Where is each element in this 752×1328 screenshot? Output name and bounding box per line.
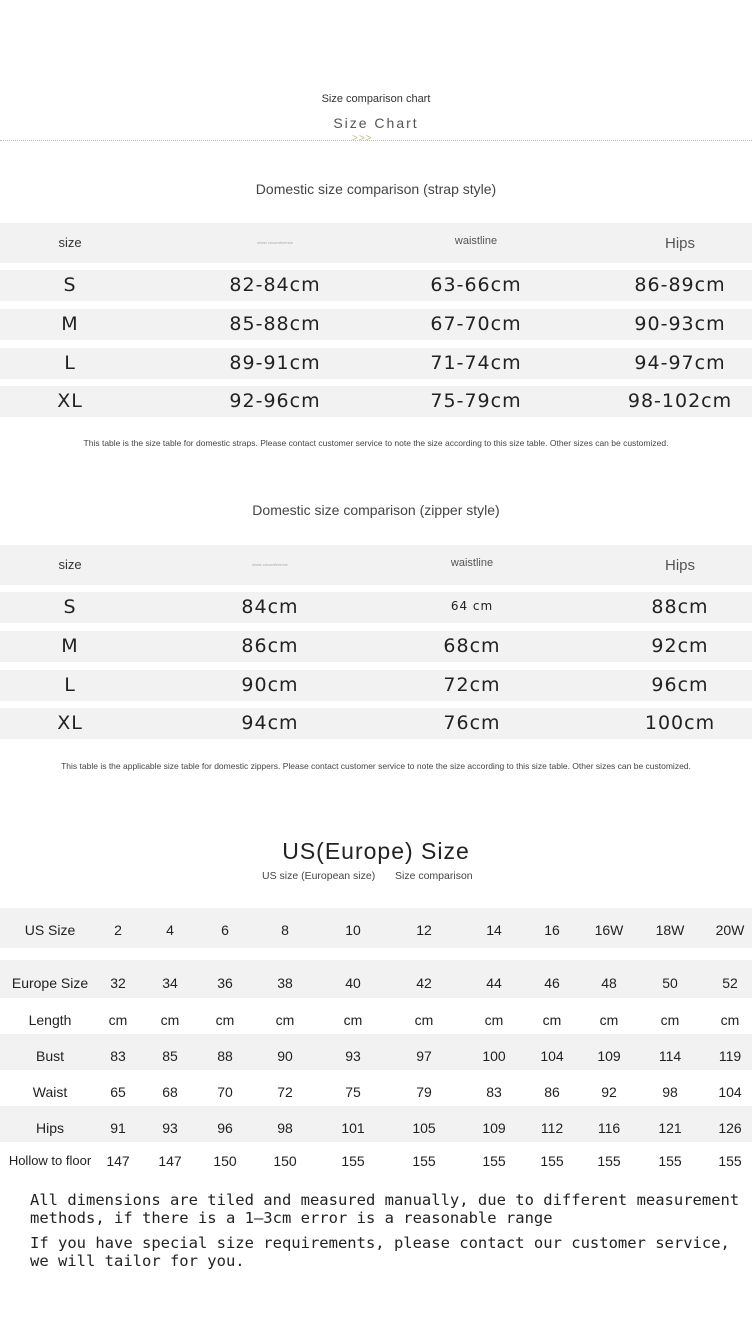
- us-cell: cm: [599, 1012, 619, 1028]
- us-cell: 16W: [594, 922, 624, 938]
- table-cell: 76cm: [443, 712, 501, 734]
- header-size: size: [58, 235, 82, 250]
- table-cell: 90cm: [241, 674, 299, 696]
- us-cell: 40: [345, 975, 361, 991]
- table-cell: 72cm: [443, 674, 501, 696]
- us-cell: 104: [718, 1084, 742, 1100]
- table-cell: S: [63, 274, 77, 296]
- us-cell: 34: [162, 975, 178, 991]
- us-cell: 104: [540, 1048, 564, 1064]
- us-cell: 96: [217, 1120, 233, 1136]
- us-cell: cm: [215, 1012, 235, 1028]
- us-cell: 100: [482, 1048, 506, 1064]
- us-row-label: Europe Size: [11, 975, 89, 991]
- footer-note-line: If you have special size requirements, please contact our customer service,: [30, 1234, 730, 1252]
- table-cell: 67-70cm: [430, 313, 522, 335]
- table-cell: 89-91cm: [229, 352, 321, 374]
- us-cell: 88: [217, 1048, 233, 1064]
- us-cell: 126: [718, 1120, 742, 1136]
- us-cell: 8: [281, 922, 289, 938]
- header-chest: chest circumference: [257, 240, 293, 245]
- us-cell: 109: [482, 1120, 506, 1136]
- us-cell: 44: [486, 975, 502, 991]
- us-cell: cm: [275, 1012, 295, 1028]
- us-cell: cm: [542, 1012, 562, 1028]
- table-cell: 71-74cm: [430, 352, 522, 374]
- us-row-label: Hollow to floor: [8, 1153, 92, 1168]
- us-row-label: Waist: [32, 1084, 68, 1100]
- table-cell: M: [61, 635, 79, 657]
- table-cell: 63-66cm: [430, 274, 522, 296]
- us-cell: 86: [544, 1084, 560, 1100]
- strap-table-note: This table is the size table for domestic straps. Please contact customer service to note the size according to this size table. Other sizes can be customized.: [83, 438, 669, 448]
- us-cell: 155: [412, 1153, 436, 1169]
- footer-note-line: methods, if there is a 1—3cm error is a reasonable range: [30, 1209, 553, 1227]
- us-cell: 79: [416, 1084, 432, 1100]
- us-cell: 98: [277, 1120, 293, 1136]
- header-chest: chest circumference: [252, 562, 288, 567]
- table-cell: 86-89cm: [634, 274, 726, 296]
- us-cell: 155: [658, 1153, 682, 1169]
- table-cell: XL: [57, 712, 83, 734]
- us-cell: 155: [341, 1153, 365, 1169]
- us-cell: 150: [273, 1153, 297, 1169]
- table-cell: M: [61, 313, 79, 335]
- us-cell: 105: [412, 1120, 436, 1136]
- zipper-table-title: Domestic size comparison (zipper style): [252, 502, 500, 518]
- row-band: [0, 631, 752, 662]
- table-cell: 88cm: [651, 596, 709, 618]
- us-cell: 119: [718, 1048, 742, 1064]
- header-waist: waistline: [454, 235, 498, 247]
- us-cell: cm: [660, 1012, 680, 1028]
- us-cell: 83: [486, 1084, 502, 1100]
- us-cell: 50: [662, 975, 678, 991]
- us-cell: cm: [108, 1012, 128, 1028]
- us-cell: 155: [482, 1153, 506, 1169]
- table-cell: 92-96cm: [229, 390, 321, 412]
- table-cell: 86cm: [241, 635, 299, 657]
- table-cell: L: [64, 352, 76, 374]
- table-cell: 85-88cm: [229, 313, 321, 335]
- us-cell: 90: [277, 1048, 293, 1064]
- us-cell: 93: [345, 1048, 361, 1064]
- us-cell: cm: [160, 1012, 180, 1028]
- arrows-decoration: >>>: [352, 133, 373, 144]
- us-cell: 97: [416, 1048, 432, 1064]
- header-band: [0, 223, 752, 263]
- us-row-band: [0, 908, 752, 948]
- table-cell: S: [63, 596, 77, 618]
- table-cell: 84cm: [241, 596, 299, 618]
- us-cell: 6: [221, 922, 229, 938]
- header-waist: waistline: [450, 557, 494, 569]
- header-hips: Hips: [664, 557, 696, 574]
- us-cell: 155: [597, 1153, 621, 1169]
- us-cell: 72: [277, 1084, 293, 1100]
- header-hips: Hips: [664, 235, 696, 252]
- us-cell: 85: [162, 1048, 178, 1064]
- footer-note-line: All dimensions are tiled and measured manually, due to different measurement: [30, 1191, 740, 1209]
- us-cell: 150: [213, 1153, 237, 1169]
- table-cell: 75-79cm: [430, 390, 522, 412]
- us-cell: 42: [416, 975, 432, 991]
- table-cell: 100cm: [644, 712, 716, 734]
- us-cell: 91: [110, 1120, 126, 1136]
- us-row-label: Length: [28, 1012, 72, 1028]
- footer-note-line: we will tailor for you.: [30, 1252, 245, 1270]
- us-cell: 14: [486, 922, 502, 938]
- us-cell: 16: [544, 922, 560, 938]
- us-cell: 101: [341, 1120, 365, 1136]
- us-cell: 112: [540, 1120, 564, 1136]
- table-cell: 92cm: [651, 635, 709, 657]
- us-cell: 121: [658, 1120, 682, 1136]
- us-cell: 83: [110, 1048, 126, 1064]
- row-band: [0, 592, 752, 623]
- us-cell: 46: [544, 975, 560, 991]
- us-cell: 116: [597, 1120, 621, 1136]
- zipper-table-note: This table is the applicable size table for domestic zippers. Please contact customer service to note the size according to this size table. Other sizes can be customized.: [61, 761, 691, 771]
- table-cell: 94cm: [241, 712, 299, 734]
- us-cell: 32: [110, 975, 126, 991]
- table-cell: XL: [57, 390, 83, 412]
- us-cell: 18W: [655, 922, 685, 938]
- us-cell: cm: [484, 1012, 504, 1028]
- us-cell: 12: [416, 922, 432, 938]
- us-cell: cm: [414, 1012, 434, 1028]
- us-row-label: Bust: [35, 1048, 65, 1064]
- table-cell: 96cm: [651, 674, 709, 696]
- table-cell: 98-102cm: [627, 390, 733, 412]
- row-band: [0, 708, 752, 739]
- dotted-divider: [0, 140, 752, 141]
- us-cell: 147: [158, 1153, 182, 1169]
- us-cell: cm: [343, 1012, 363, 1028]
- us-cell: 68: [162, 1084, 178, 1100]
- us-cell: 114: [658, 1048, 682, 1064]
- chart-subtitle: Size comparison chart: [321, 93, 431, 105]
- us-size-subtitle: US size (European size): [262, 870, 376, 882]
- header-size: size: [58, 557, 82, 572]
- us-cell: 98: [662, 1084, 678, 1100]
- us-cell: 2: [114, 922, 122, 938]
- us-cell: 147: [106, 1153, 130, 1169]
- us-cell: 155: [540, 1153, 564, 1169]
- us-cell: 93: [162, 1120, 178, 1136]
- strap-table-title: Domestic size comparison (strap style): [255, 181, 497, 197]
- us-cell: cm: [720, 1012, 740, 1028]
- table-cell: 64 cm: [450, 599, 494, 613]
- us-row-label: Hips: [35, 1120, 65, 1136]
- us-cell: 70: [217, 1084, 233, 1100]
- us-cell: 48: [601, 975, 617, 991]
- us-cell: 38: [277, 975, 293, 991]
- size-comparison-subtitle: Size comparison: [395, 870, 473, 882]
- chart-title: Size Chart: [333, 115, 419, 131]
- us-row-label: US Size: [24, 922, 76, 938]
- table-cell: 82-84cm: [229, 274, 321, 296]
- us-cell: 36: [217, 975, 233, 991]
- table-cell: 90-93cm: [634, 313, 726, 335]
- us-cell: 92: [601, 1084, 617, 1100]
- us-cell: 4: [166, 922, 174, 938]
- us-cell: 75: [345, 1084, 361, 1100]
- us-cell: 65: [110, 1084, 126, 1100]
- table-cell: L: [64, 674, 76, 696]
- header-band: [0, 545, 752, 585]
- us-cell: 20W: [715, 922, 745, 938]
- us-size-title: US(Europe) Size: [282, 838, 470, 864]
- us-cell: 52: [722, 975, 738, 991]
- table-cell: 68cm: [443, 635, 501, 657]
- table-cell: 94-97cm: [634, 352, 726, 374]
- us-cell: 10: [345, 922, 361, 938]
- us-cell: 109: [597, 1048, 621, 1064]
- us-cell: 155: [718, 1153, 742, 1169]
- row-band: [0, 670, 752, 701]
